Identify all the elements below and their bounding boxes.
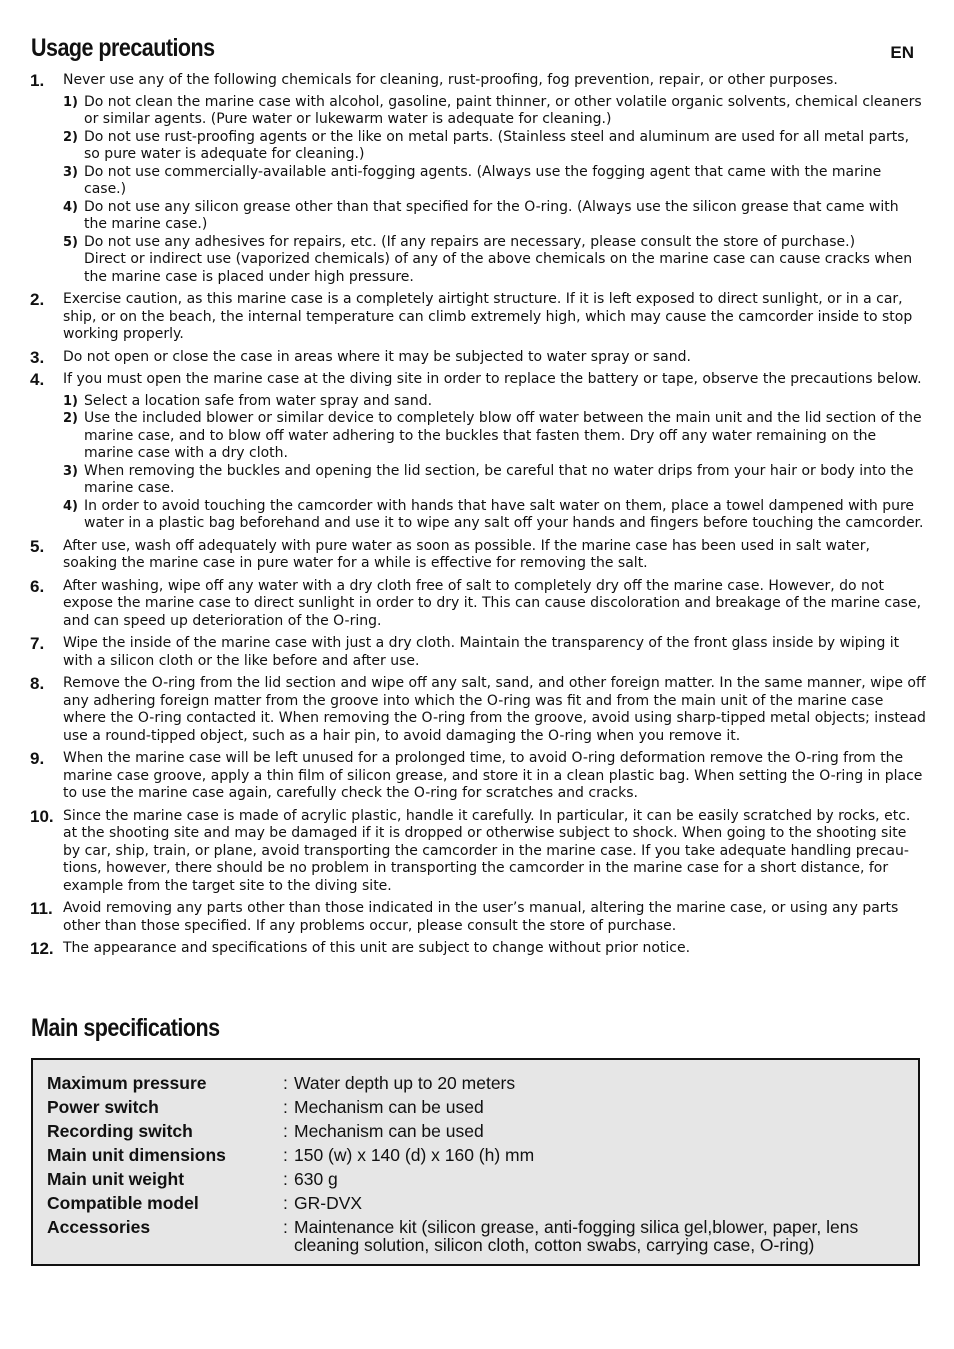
- spec-label: Maximum pressure: [47, 1073, 207, 1093]
- spec-separator: :: [283, 1193, 288, 1213]
- spec-separator: :: [283, 1169, 288, 1189]
- precaution-number: 1.: [30, 71, 45, 90]
- precaution-text: Exercise caution, as this marine case is a completely airtight structure. If it is left exposed to direct sunlight, or in a car, ship, or on the beach, the internal temperature can climb extremely high, which may cause the camcorder inside to stop working properly.: [63, 291, 913, 342]
- precaution-text: After use, wash off adequately with pure water as soon as possible. If the marine case has been used in salt water, soaking the marine case in pure water for a while is effective for removing the salt.: [63, 537, 870, 571]
- sub-precaution-text: Do not clean the marine case with alcohol, gasoline, paint thinner, or other volatile organic solvents, chemical cleaners or similar agents. (Pure water or lukewarm water is adequate for cleaning.): [84, 93, 922, 127]
- spec-separator: :: [283, 1073, 288, 1093]
- precaution-number: 8.: [30, 674, 45, 693]
- precaution-text: Avoid removing any parts other than those indicated in the user’s manual, altering the marine case, or using any parts other than those specified. If any problems occur, please consult the store of purchase.: [63, 900, 899, 934]
- sub-precaution-number: 4): [63, 199, 78, 215]
- sub-precaution-item: [63, 463, 926, 498]
- sub-precaution-item: [63, 164, 926, 199]
- spec-value: Mechanism can be used: [294, 1097, 484, 1117]
- sub-precaution-item: [63, 410, 926, 463]
- sub-precaution-text: Do not use any silicon grease other than that specified for the O-ring. (Always use the silicon grease that came with the marine case.): [84, 198, 899, 232]
- spec-value: 150 (w) x 140 (d) x 160 (h) mm: [294, 1145, 535, 1165]
- sub-precaution-item: [63, 199, 926, 234]
- precaution-item: [30, 750, 926, 803]
- precaution-item: [30, 349, 926, 367]
- precaution-item: [30, 900, 926, 935]
- spec-label: Recording switch: [47, 1121, 193, 1141]
- spec-value: GR-DVX: [294, 1193, 363, 1213]
- precautions-list: [30, 72, 926, 963]
- precaution-item: [30, 291, 926, 344]
- sub-precaution-item: [63, 129, 926, 164]
- precaution-item: [30, 538, 926, 573]
- precaution-number: 3.: [30, 347, 45, 367]
- spec-separator: :: [283, 1097, 288, 1117]
- precaution-note: Direct or indirect use (vaporized chemicals) of any of the above chemicals on the marine case can cause cracks when the marine case is placed under high pressure.: [84, 251, 913, 285]
- precaution-item: [30, 940, 926, 958]
- sub-precaution-text: Select a location safe from water spray and sand.: [84, 392, 433, 409]
- spec-label: Compatible model: [47, 1193, 199, 1213]
- precaution-text: Do not open or close the case in areas where it may be subjected to water spray or sand.: [63, 348, 691, 365]
- spec-row: [47, 1122, 904, 1140]
- precaution-item: [30, 72, 926, 286]
- spec-row: [47, 1074, 904, 1092]
- spec-separator: :: [283, 1217, 288, 1237]
- spec-row: [47, 1194, 904, 1212]
- spec-row: [47, 1098, 904, 1116]
- usage-precautions-title: Usage precautions: [31, 34, 215, 62]
- sub-precaution-item: [63, 498, 926, 533]
- sub-precaution-text: Do not use rust-proofing agents or the like on metal parts. (Stainless steel and aluminum are used for all metal parts, so pure water is adequate for cleaning.): [84, 128, 910, 162]
- precaution-number: 5.: [30, 536, 45, 556]
- sub-precaution-text: When removing the buckles and opening the lid section, be careful that no water drips from your hair or body into the marine case.: [84, 462, 914, 496]
- spec-value: Water depth up to 20 meters: [294, 1073, 516, 1093]
- spec-label: Accessories: [47, 1217, 151, 1237]
- precaution-number: 9.: [30, 749, 45, 768]
- sub-precaution-item: [63, 234, 926, 252]
- sub-precaution-text: Do not use commercially-available anti-fogging agents. (Always use the fogging agent that came with the marine case.): [84, 163, 882, 197]
- sub-precaution-number: 2): [63, 129, 78, 145]
- spec-row: [47, 1218, 904, 1254]
- precaution-text: If you must open the marine case at the diving site in order to replace the battery or tape, observe the precautions below.: [63, 371, 922, 387]
- sub-precaution-text: Use the included blower or similar device to completely blow off water between the main unit and the lid section of the marine case, and to blow off water adhering to the buckles that fasten them. Dry off any water remaining on the marine case with a dry cloth.: [84, 410, 922, 461]
- spec-label: Power switch: [47, 1097, 159, 1117]
- sub-precaution-number: 3): [63, 463, 78, 479]
- spec-separator: :: [283, 1121, 288, 1141]
- spec-separator: :: [283, 1145, 288, 1165]
- precaution-number: 4.: [30, 370, 45, 389]
- sub-precaution-text: Do not use any adhesives for repairs, etc. (If any repairs are necessary, please consult the store of purchase.): [84, 233, 856, 250]
- precaution-number: 6.: [30, 576, 45, 596]
- precaution-item: [30, 675, 926, 745]
- precaution-number: 7.: [30, 634, 45, 653]
- main-specifications-title: Main specifications: [31, 1014, 220, 1042]
- precaution-item: [30, 808, 926, 896]
- sub-precaution-item: [63, 94, 926, 129]
- spec-value: Mechanism can be used: [294, 1121, 484, 1141]
- spec-row: [47, 1146, 904, 1164]
- sub-precaution-number: 1): [63, 393, 78, 409]
- specifications-table: [31, 1058, 920, 1266]
- sub-precaution-item: [63, 393, 926, 411]
- spec-label: Main unit weight: [47, 1169, 185, 1189]
- spec-value: 630 g: [294, 1169, 338, 1189]
- spec-label: Main unit dimensions: [47, 1145, 226, 1165]
- precaution-item: [30, 635, 926, 670]
- precaution-text: Remove the O-ring from the lid section and wipe off any salt, sand, and other foreign matter. In the same manner, wipe off any adhering foreign matter from the groove into which the O-ring was fit and from the main unit of the marine case where the O-ring contacted it. When removing the O-ring from the groove, avoid using sharp-tipped metal objects; instead use a round-tipped object, such as a hair pin, to avoid damaging the O-ring when you remove it.: [63, 675, 926, 744]
- spec-row: [47, 1170, 904, 1188]
- precaution-item: [30, 578, 926, 631]
- precaution-text: Since the marine case is made of acrylic plastic, handle it carefully. In particular, it can be easily scratched by rocks, etc. at the shooting site and may be damaged if it is dropped or otherwise subject to shock. When going to the shooting site by car, ship, train, or plane, avoid transporting the camcorder in the marine case. If you take adequate handling precau-tions, however, there should be no problem in transporting the camcorder in the marine case for a short distance, for example from the target site to the diving site.: [63, 807, 911, 894]
- precaution-number: 10.: [30, 806, 54, 826]
- sub-precaution-text: In order to avoid touching the camcorder with hands that have salt water on them, place a towel dampened with pure water in a plastic bag beforehand and use it to wipe any salt off your hands and fingers before touching the camcorder.: [84, 497, 924, 531]
- sub-precaution-number: 4): [63, 498, 78, 514]
- spec-value: Maintenance kit (silicon grease, anti-fogging silica gel,blower, paper, lens cleaning solution, silicon cloth, cotton swabs, carrying case, O-ring): [294, 1217, 859, 1255]
- sub-precaution-number: 3): [63, 164, 78, 180]
- precaution-text: Wipe the inside of the marine case with just a dry cloth. Maintain the transparency of the front glass inside by wiping it with a silicon cloth or the like before and after use.: [63, 635, 900, 669]
- precaution-item: [30, 371, 926, 533]
- precaution-text: The appearance and specifications of this unit are subject to change without prior notice.: [63, 940, 691, 956]
- precaution-number: 2.: [30, 290, 45, 309]
- sub-precaution-number: 5): [63, 234, 78, 250]
- precaution-text: After washing, wipe off any water with a dry cloth free of salt to completely dry off the marine case. However, do not expose the marine case to direct sunlight in order to dry it. This can cause discoloration and breakage of the marine case, and can speed up deterioration of the O-ring.: [63, 577, 922, 629]
- precaution-text: Never use any of the following chemicals for cleaning, rust-proofing, fog prevention, repair, or other purposes.: [63, 72, 838, 88]
- precaution-number: 11.: [30, 899, 53, 918]
- language-badge: EN: [890, 43, 914, 62]
- precaution-text: When the marine case will be left unused for a prolonged time, to avoid O-ring deformation remove the O-ring from the marine case groove, apply a thin film of silicon grease, and store it in a clean plastic bag. When setting the O-ring in place to use the marine case again, carefully check the O-ring for scratches and cracks.: [63, 750, 923, 801]
- sub-precaution-number: 1): [63, 94, 78, 110]
- precaution-number: 12.: [30, 939, 54, 958]
- sub-precaution-number: 2): [63, 411, 78, 426]
